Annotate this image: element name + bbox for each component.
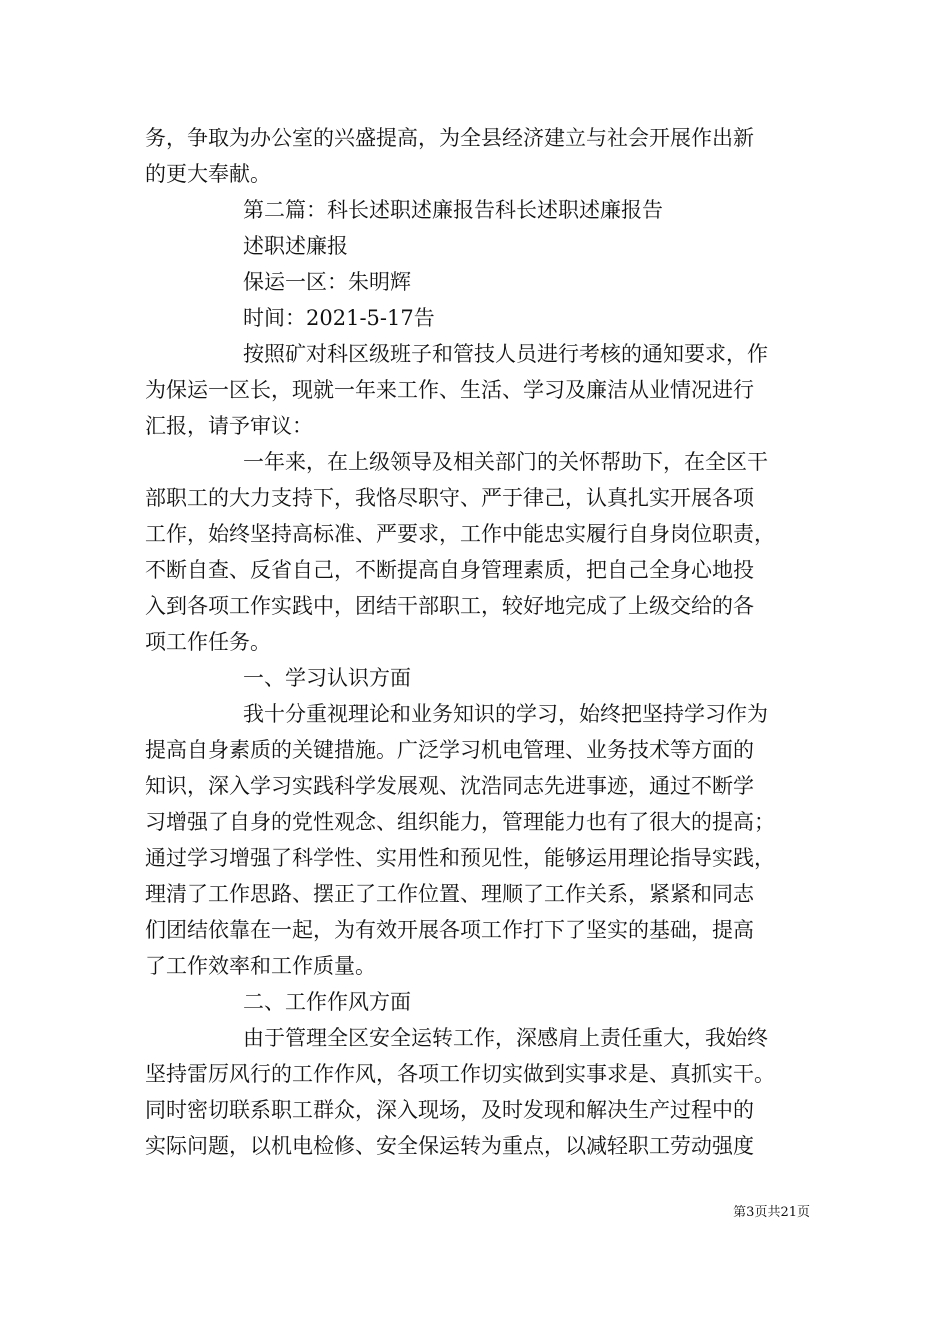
text-line: 不断自查、反省自己，不断提高自身管理素质，把自己全身心地投 (145, 558, 754, 582)
text-line: 理清了工作思路、摆正了工作位置、理顺了工作关系，紧紧和同志 (145, 882, 754, 906)
text-line: 实际问题，以机电检修、安全保运转为重点，以减轻职工劳动强度 (145, 1134, 754, 1158)
text-line: 工作，始终坚持高标准、严要求，工作中能忠实履行自身岗位职责， (145, 522, 775, 546)
text-line: 项工作任务。 (145, 630, 271, 654)
page-number: 第3页共21页 (733, 1205, 810, 1220)
section-title: 第二篇：科长述职述廉报告科长述职述廉报告 (243, 198, 663, 222)
text-line: 提高自身素质的关键措施。广泛学习机电管理、业务技术等方面的 (145, 738, 754, 762)
text-line: 务，争取为办公室的兴盛提高，为全县经济建立与社会开展作出新 (145, 126, 754, 150)
text-line: 知识，深入学习实践科学发展观、沈浩同志先进事迹，通过不断学 (145, 774, 754, 798)
text-line: 由于管理全区安全运转工作，深感肩上责任重大，我始终 (243, 1026, 768, 1050)
text-line: 汇报，请予审议： (145, 414, 313, 438)
text-line: 坚持雷厉风行的工作作风，各项工作切实做到实事求是、真抓实干。 (145, 1062, 775, 1086)
subsection-heading: 二、工作作风方面 (243, 990, 411, 1014)
text-line: 为保运一区长，现就一年来工作、生活、学习及廉洁从业情况进行 (145, 378, 754, 402)
text-line: 一年来，在上级领导及相关部门的关怀帮助下，在全区干 (243, 450, 768, 474)
text-line: 们团结依靠在一起，为有效开展各项工作打下了坚实的基础，提高 (145, 918, 754, 942)
report-heading: 述职述廉报 (243, 234, 348, 258)
text-line: 同时密切联系职工群众，深入现场，及时发现和解决生产过程中的 (145, 1098, 754, 1122)
date-line: 时间：2021-5-17告 (243, 306, 435, 330)
document-body (145, 120, 811, 1164)
text-line: 了工作效率和工作质量。 (145, 954, 376, 978)
text-line: 按照矿对科区级班子和管技人员进行考核的通知要求，作 (243, 342, 768, 366)
author-line: 保运一区：朱明辉 (243, 270, 411, 294)
text-line: 入到各项工作实践中，团结干部职工，较好地完成了上级交给的各 (145, 594, 754, 618)
text-line: 通过学习增强了科学性、实用性和预见性，能够运用理论指导实践， (145, 846, 775, 870)
text-line: 习增强了自身的党性观念、组织能力，管理能力也有了很大的提高； (145, 810, 775, 834)
subsection-heading: 一、学习认识方面 (243, 666, 411, 690)
text-line: 我十分重视理论和业务知识的学习，始终把坚持学习作为 (243, 702, 768, 726)
text-line: 部职工的大力支持下，我恪尽职守、严于律己，认真扎实开展各项 (145, 486, 754, 510)
text-line: 的更大奉献。 (145, 162, 271, 186)
